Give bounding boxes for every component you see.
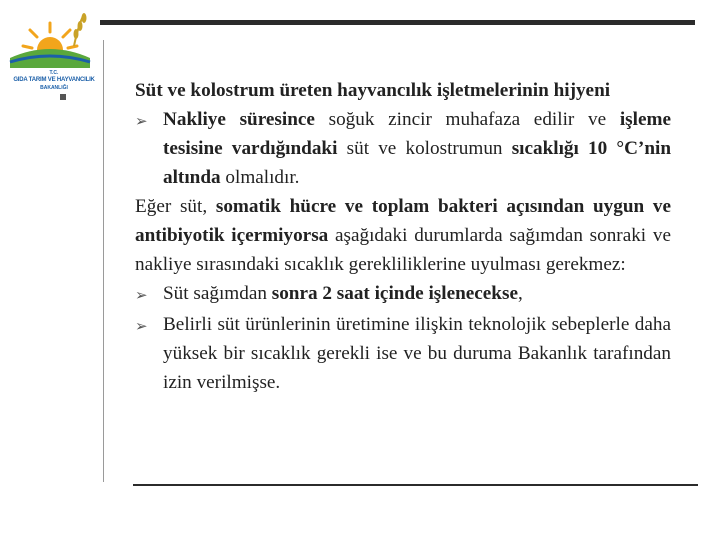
arrow-bullet-icon: ➢ (135, 112, 148, 130)
logo-line-3: BAKANLIĞI (40, 85, 68, 91)
left-rule (103, 40, 104, 482)
bullet-technological (135, 310, 671, 397)
bullet-text: Nakliye süresince soğuk zincir muhafaza edilir ve işleme tesisine vardığındaki süt ve kolostrumun sıcaklığı 10 °C’nin altında olmalıdır. (163, 109, 671, 188)
slide-body (135, 76, 671, 397)
bullet-transport (135, 105, 671, 192)
bottom-rule (133, 484, 698, 486)
bullet-processing (135, 279, 671, 310)
slide-heading: Süt ve kolostrum üreten hayvancılık işletmelerinin hijyeni (135, 80, 611, 101)
bullet-text: Belirli süt ürünlerinin üretimine ilişkin teknolojik sebeplerle daha yüksek bir sıcaklık gerekli ise ve bu duruma Bakanlık tarafından izin verilmişse. (163, 314, 671, 393)
logo-line-1: T.C. (49, 70, 59, 76)
logo-line-2: GIDA TARIM VE HAYVANCILIK (13, 77, 95, 83)
arrow-bullet-icon: ➢ (135, 286, 148, 304)
arrow-bullet-icon: ➢ (135, 317, 148, 335)
condition-paragraph: Eğer süt, somatik hücre ve toplam bakteri açısından uygun ve antibiyotik içermiyorsa aşağıdaki durumlarda sağımdan sonraki ve nakliye sırasındaki sıcaklık gerekliliklerine uyulması gerekmez: (135, 196, 671, 275)
square-marker (60, 94, 66, 100)
top-rule (100, 20, 695, 25)
ministry-logo (4, 6, 96, 94)
bullet-text: Süt sağımdan sonra 2 saat içinde işlenecekse, (163, 283, 523, 304)
